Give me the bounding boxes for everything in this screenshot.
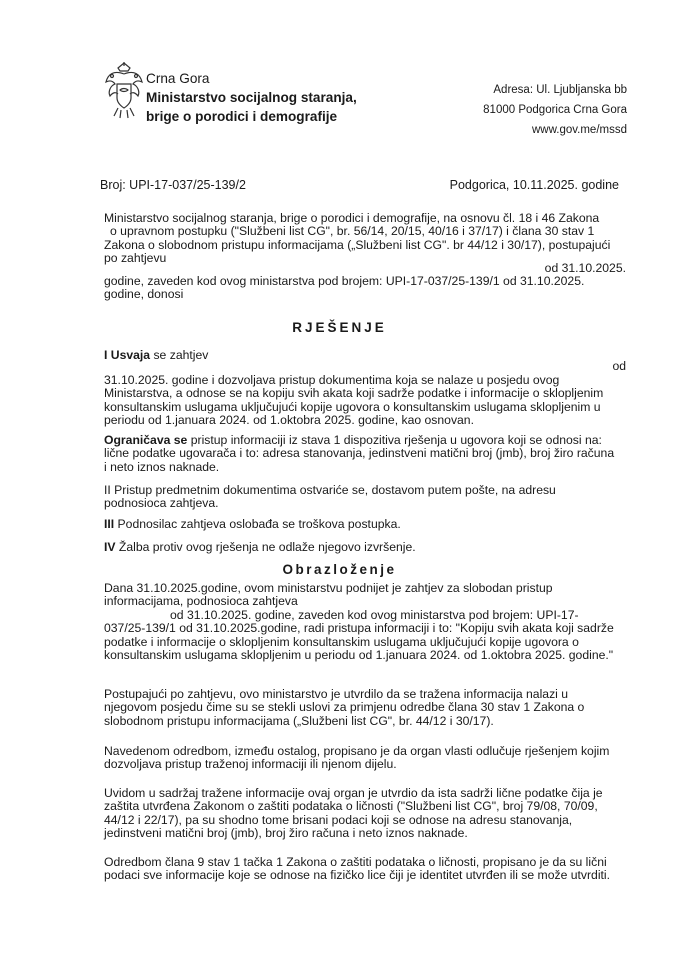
organization-name (146, 69, 357, 126)
decision-item-ii (104, 484, 626, 511)
intro-line: Zakona o slobodnom pristupu informacijama („Službeni list CG". br 44/12 i 30/17), postupajući (104, 237, 611, 252)
place-date: Podgorica, 10.11.2025. godine (449, 178, 619, 192)
item-iii-text: Podnosilac zahtjeva oslobađa se troškova postupka. (114, 517, 401, 531)
reasoning-line: njegovom posjedu čime su se stekli uslovi za primjenu odredbe člana 30 stav 1 Zakona o (104, 700, 585, 715)
item-iii-label: III (104, 517, 115, 531)
reasoning-line: 44/12 i 22/17), pa su shodno tome brisani podaci koji se odnose na adresu stanovanja, (104, 812, 573, 827)
org-ministry-cont: brige o porodici i demografije (146, 109, 338, 124)
reasoning-paragraph-3 (104, 745, 626, 772)
item-ii-label: II (104, 483, 111, 497)
intro-line: Ministarstvo socijalnog staranja, brige o porodici i demografije, na osnovu čl. 18 i 46 Zakona (104, 211, 600, 225)
decision-item-i (104, 349, 626, 427)
reasoning-line: Dana 31.10.2025.godine, ovom ministarstvu podnijet je zahtjev za slobodan pristup (104, 581, 553, 595)
org-country: Crna Gora (146, 71, 210, 86)
intro-line: od 31.10.2025. (544, 260, 626, 275)
item-i-line: 31.10.2025. godine i dozvoljava pristup dokumentima koja se nalaze u posjedu ovog (104, 372, 560, 387)
reasoning-line: Odredbom člana 9 stav 1 tačka 1 Zakona o zaštiti podataka o ličnosti, propisano je da su lični (104, 855, 607, 869)
item-i-line: konsultanskim uslugama uključujući kopije ugovora o konsultanskim uslugama sklopljenim u (104, 399, 601, 414)
item-i-line: periodu od 1.januara 2024. od 1.oktobra 2025. godine, kao osnovan. (104, 413, 474, 428)
item-i-text: se zahtjev (150, 348, 209, 362)
reference-number: Broj: UPI-17-037/25-139/2 (100, 178, 246, 192)
reasoning-paragraph-2 (104, 688, 626, 728)
reasoning-line: 037/25-139/1 od 31.10.2025.godine, radi pristupa informaciji i to: "Kopiju svih akata koji sadrže (104, 621, 614, 636)
reasoning-paragraph-4 (104, 787, 626, 841)
intro-line: o upravnom postupku ("Službeni list CG", br. 56/14, 20/15, 40/16 i 37/17) i člana 30 stav 1 (110, 224, 595, 239)
address-website: www.gov.me/mssd (531, 124, 627, 136)
intro-line: godine, zaveden kod ovog ministarstva pod brojem: UPI-17-037/25-139/1 od 31.10.2025. (104, 274, 585, 289)
item-iv-label: IV (104, 540, 116, 554)
decision-title: RJEŠENJE (292, 320, 387, 335)
coat-of-arms-icon (104, 62, 144, 120)
reasoning-line: Postupajući po zahtjevu, ovo ministarstvo je utvrdilo da se tražena informacija nalazi u (104, 687, 569, 701)
reasoning-line: Navedenom odredbom, između ostalog, propisano je da organ vlasti odlučuje rješenjem kojim (104, 744, 610, 758)
reasoning-line: zaštita utvrđena Zakonom o zaštiti podataka o ličnosti ("Službeni list CG", broj 79/08, 70/09, (104, 799, 598, 814)
item-i-od: od (612, 359, 626, 374)
address-block (483, 80, 627, 140)
limitation-text: pristup informaciji iz stava 1 dispozitiva rješenja u ugovora koji se odnosi na: (187, 433, 602, 447)
address-street: Adresa: Ul. Ljubljanska bb (493, 84, 627, 96)
item-ii-line: podnosioca zahtjeva. (104, 496, 219, 511)
intro-line: godine, donosi (104, 287, 184, 302)
reasoning-line: od 31.10.2025. godine, zaveden kod ovog ministarstva pod brojem: UPI-17- (170, 607, 579, 622)
reasoning-line: jedinstveni matični broj (jmb), broj žiro računa i neto iznos naknade. (104, 826, 468, 841)
limitation-line: i neto iznos naknade. (104, 459, 220, 474)
org-ministry: Ministarstvo socijalnog staranja, (146, 90, 357, 105)
intro-line: po zahtjevu (104, 251, 167, 266)
item-i-line: Ministarstva, a odnose se na kopiju svih akata koji sadrže podatke i informacije o sklopljenim (104, 386, 604, 401)
reasoning-line: podatke i informacije o sklopljenim konsultanskim uslugama uključujući kopije ugovora o (104, 634, 579, 649)
reasoning-line: dozvoljava pristup traženoj informaciji ili njenom dijelu. (104, 757, 397, 772)
reasoning-line: Uvidom u sadržaj tražene informacije ovaj organ je utvrdio da ista sadrži lične podatke čija je (104, 786, 603, 800)
item-i-label: I Usvaja (104, 348, 151, 362)
decision-limitation (104, 434, 626, 474)
reasoning-line: podaci sve informacije koje se odnose na fizičko lice čiji je identitet utvrđen ili se može utvrditi. (104, 868, 611, 883)
decision-item-iii (104, 518, 626, 531)
limitation-label: Ograničava se (104, 433, 188, 447)
decision-item-iv (104, 541, 626, 554)
address-city: 81000 Podgorica Crna Gora (483, 104, 627, 116)
limitation-line: lične podatke ugovarača i to: adresa stanovanja, jedinstveni matični broj (jmb), broj žiro računa (104, 446, 615, 461)
reasoning-paragraph-5 (104, 856, 626, 883)
item-ii-text: Pristup predmetnim dokumentima ostvariće se, dostavom putem pošte, na adresu (110, 483, 556, 497)
reasoning-title: Obrazloženje (282, 562, 397, 577)
item-iv-text: Žalba protiv ovog rješenja ne odlaže njegovo izvršenje. (115, 540, 416, 554)
reasoning-line: slobodnom pristupu informacijama („Službeni list CG", br. 44/12 i 30/17). (104, 713, 494, 728)
reasoning-line: konsultanskim uslugama sklopljenim u periodu od 1.januara 2024. od 1.oktobra 2025. godine." (104, 648, 614, 663)
reasoning-line: informacijama, podnosioca zahtjeva (104, 594, 298, 609)
intro-paragraph (104, 212, 626, 302)
reasoning-paragraph-1 (104, 582, 626, 662)
